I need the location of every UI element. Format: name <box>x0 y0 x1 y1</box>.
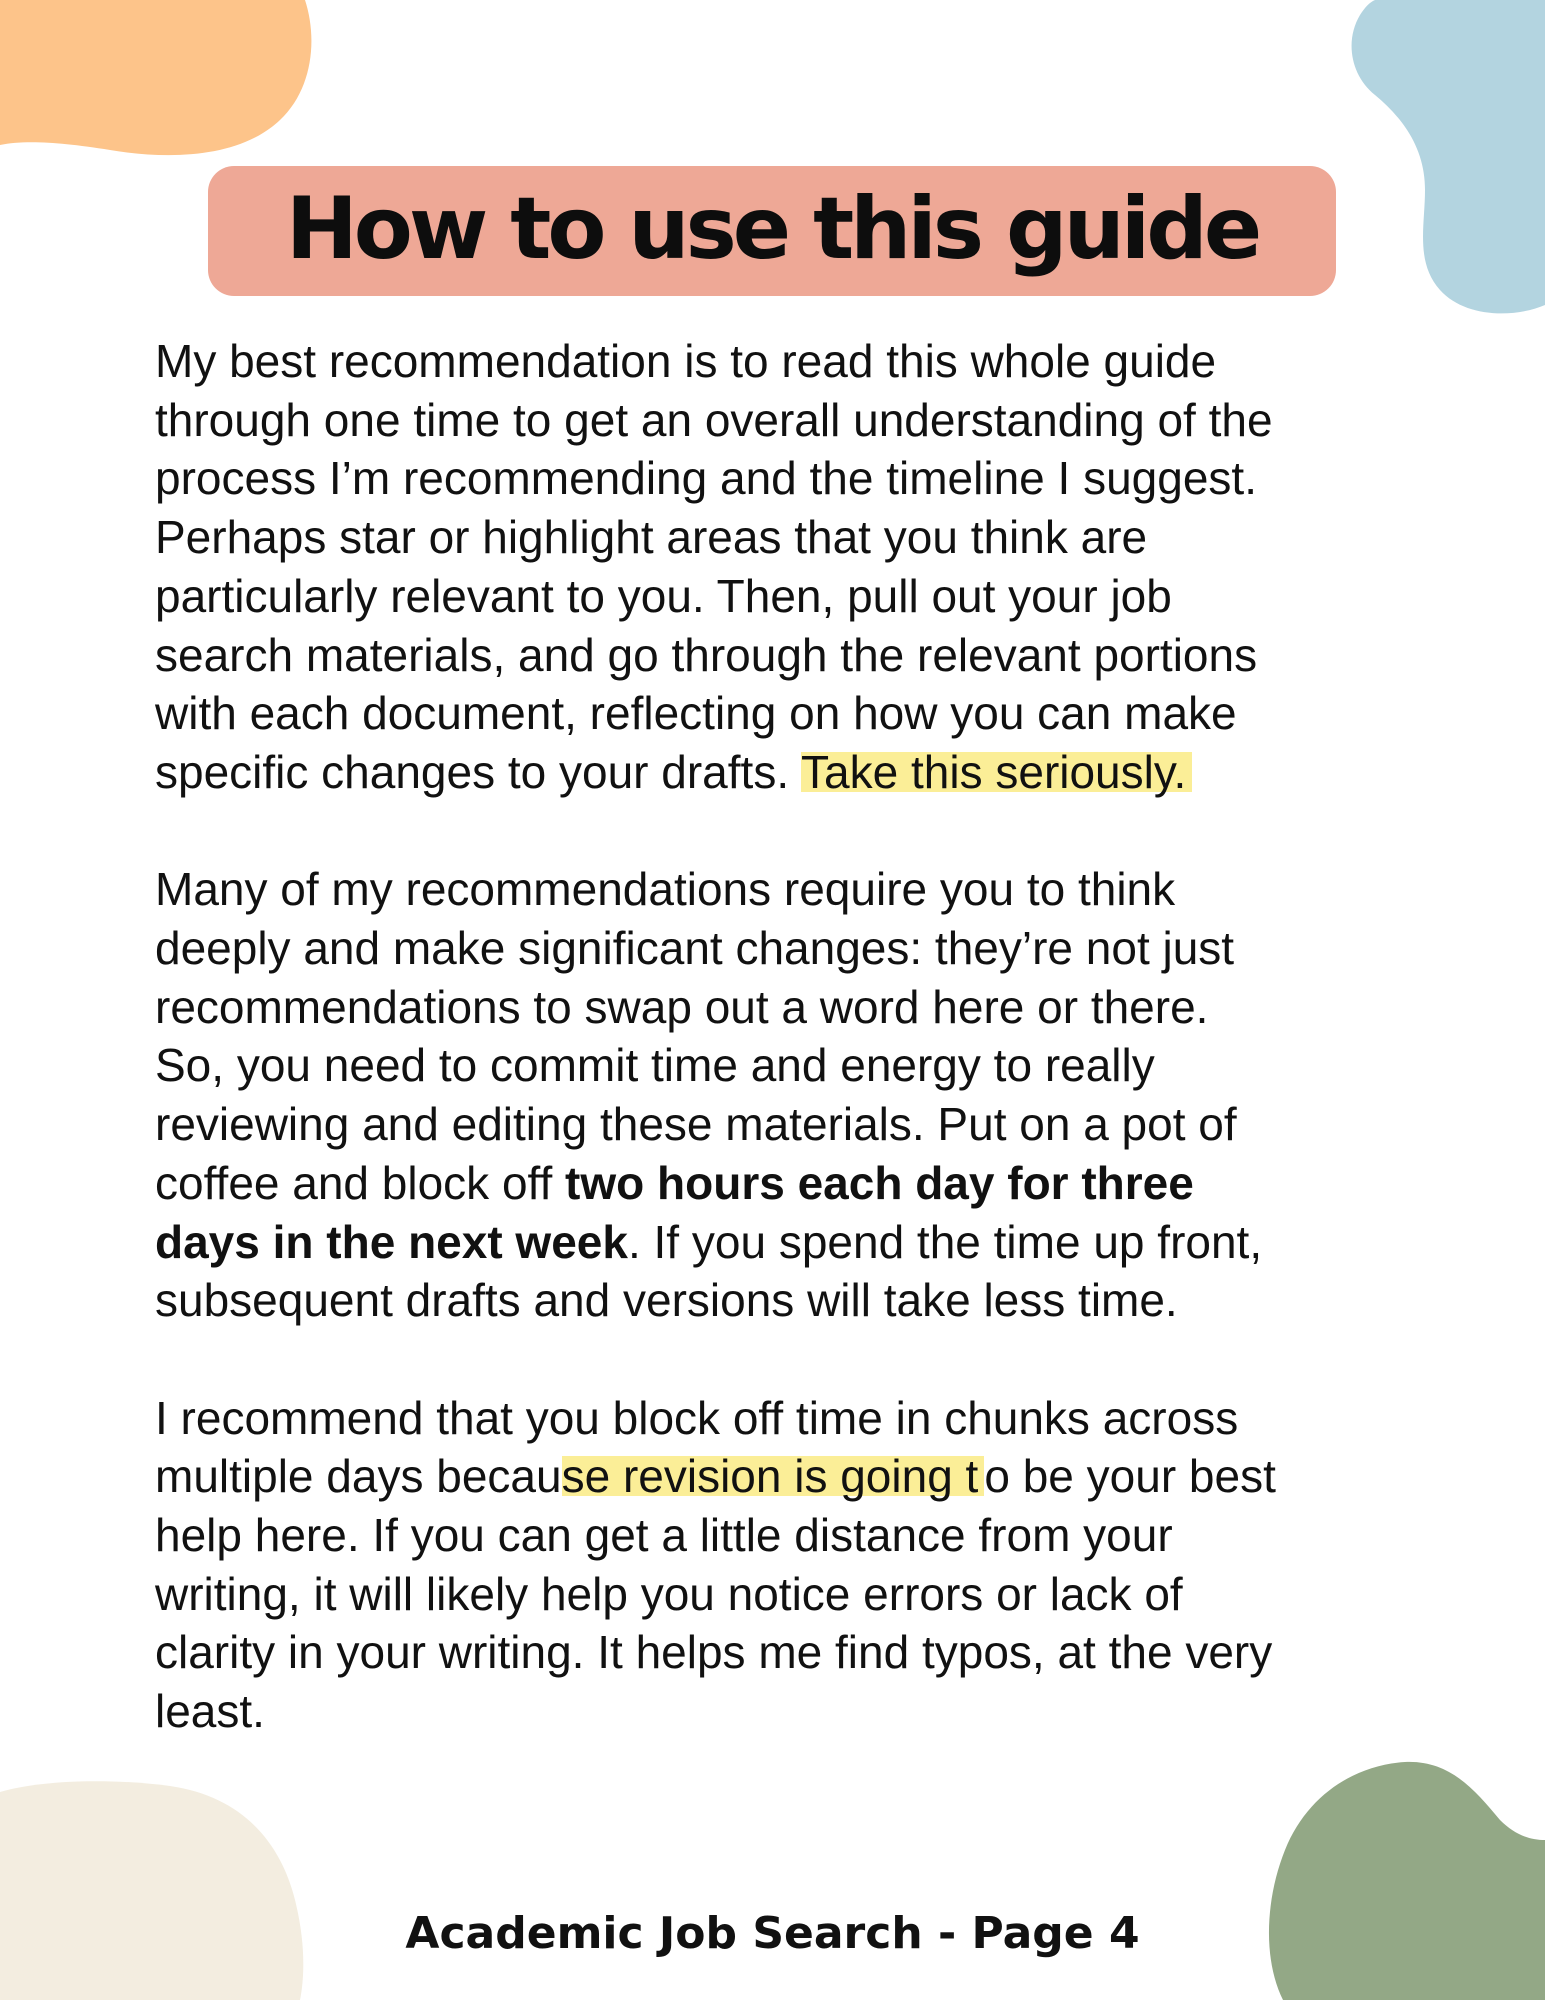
cream-blob-decoration <box>0 1780 310 2000</box>
paragraph-3 <box>155 1389 1405 1741</box>
text-line: search materials, and go through the relevant portions <box>155 628 1258 681</box>
bold-text: two hours each day for three <box>565 1156 1194 1209</box>
text-line: process I’m recommending and the timeline I suggest. <box>155 452 1257 505</box>
paragraph-1 <box>155 332 1405 802</box>
text-line: least. <box>155 1685 265 1738</box>
text-line: So, you need to commit time and energy to really <box>155 1039 1155 1092</box>
text-line <box>155 1447 1405 1506</box>
text-segment: specific changes to your drafts. <box>155 745 802 798</box>
orange-blob-decoration <box>0 0 320 170</box>
text-line: writing, it will likely help you notice errors or lack of <box>155 1567 1183 1620</box>
text-segment: multiple days becau <box>155 1450 562 1503</box>
text-line: recommendations to swap out a word here or there. <box>155 980 1209 1033</box>
text-line <box>155 1154 1405 1213</box>
text-line: Many of my recommendations require you to think <box>155 863 1176 916</box>
text-line: My best recommendation is to read this whole guide <box>155 335 1217 387</box>
page-footer: Academic Job Search - Page 4 <box>405 1908 1140 1959</box>
text-line: reviewing and editing these materials. Put on a pot of <box>155 1098 1237 1151</box>
blue-blob-decoration <box>1345 0 1545 320</box>
green-blob-decoration <box>1245 1760 1545 2000</box>
paragraph-gap <box>155 802 1405 861</box>
text-line: deeply and make significant changes: they’re not just <box>155 922 1235 975</box>
text-line <box>155 743 1405 802</box>
highlighted-text: Take this seriously. <box>801 746 1192 798</box>
paragraph-2 <box>155 860 1405 1330</box>
text-line: through one time to get an overall understanding of the <box>155 393 1273 446</box>
guide-body <box>155 332 1405 1741</box>
page-title: How to use this guide <box>285 179 1259 279</box>
bold-text: days in the next week <box>155 1215 628 1268</box>
paragraph-gap <box>155 1330 1405 1389</box>
text-segment: o be your best <box>984 1450 1276 1503</box>
text-segment: coffee and block off <box>155 1156 566 1209</box>
text-line: help here. If you can get a little distance from your <box>155 1509 1173 1562</box>
text-line: subsequent drafts and versions will take less time. <box>155 1274 1178 1327</box>
text-line: particularly relevant to you. Then, pull out your job <box>155 569 1172 622</box>
text-line: with each document, reflecting on how you can make <box>155 687 1237 740</box>
title-banner <box>208 166 1336 296</box>
text-line: I recommend that you block off time in chunks across <box>155 1391 1239 1444</box>
text-segment: . If you spend the time up front, <box>627 1215 1263 1268</box>
text-line: Perhaps star or highlight areas that you think are <box>155 511 1148 564</box>
text-line: clarity in your writing. It helps me find typos, at the very <box>155 1626 1273 1679</box>
text-line <box>155 1213 1405 1272</box>
highlighted-text: se revision is going t <box>562 1450 985 1502</box>
